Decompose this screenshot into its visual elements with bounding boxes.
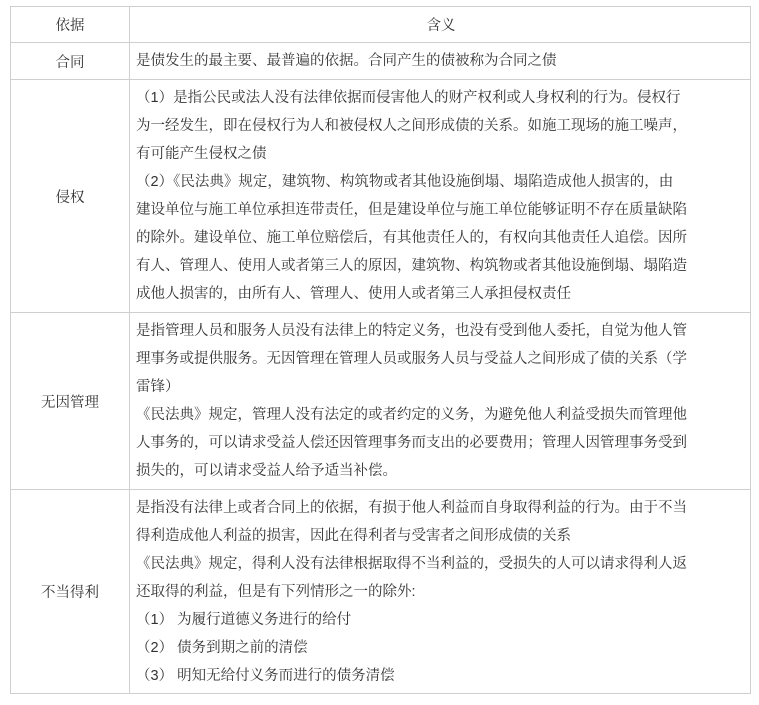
text-line: （1）是指公民或法人没有法律依据而侵害他人的财产权利或人身权利的行为。侵权行 <box>136 90 681 106</box>
text-line: 的除外。建设单位、施工单位赔偿后，有其他责任人的，有权向其他责任人追偿。因所 <box>136 230 687 246</box>
basis-cell: 无因管理 <box>11 313 130 490</box>
meaning-cell <box>130 80 751 313</box>
text-line: 建设单位与施工单位承担连带责任，但是建设单位与施工单位能够证明不存在质量缺陷 <box>136 202 687 218</box>
text-line: 《民法典》规定，管理人没有法定的或者约定的义务，为避免他人利益受损失而管理他 <box>136 407 687 423</box>
basis-cell: 合同 <box>11 43 130 80</box>
text-line: 是债发生的最主要、最普遍的依据。合同产生的债被称为合同之债 <box>136 53 557 69</box>
meaning-cell <box>130 43 751 80</box>
text-line: （3） 明知无给付义务而进行的债务清偿 <box>136 667 395 684</box>
text-line: 理事务或提供服务。无因管理在管理人员或服务人员与受益人之间形成了债的关系（学 <box>136 351 687 367</box>
header-basis: 依据 <box>11 7 130 43</box>
basis-cell: 侵权 <box>11 80 130 313</box>
text-line: 成他人损害的，由所有人、管理人、使用人或者第三人承担侵权责任 <box>136 286 571 302</box>
text-line: 有可能产生侵权之债 <box>136 146 267 162</box>
text-line: 雷锋） <box>136 379 180 395</box>
meaning-cell <box>130 313 751 490</box>
text-line: 人事务的，可以请求受益人偿还因管理事务而支出的必要费用；管理人因管理事务受到 <box>136 435 687 451</box>
text-line: 《民法典》规定，得利人没有法律根据取得不当利益的，受损失的人可以请求得利人返 <box>136 555 687 572</box>
text-line: 是指管理人员和服务人员没有法律上的特定义务，也没有受到他人委托，自觉为他人管 <box>136 323 687 339</box>
debt-basis-table <box>10 6 751 694</box>
table-row <box>11 43 751 80</box>
text-line: 得利造成他人利益的损害，因此在得利者与受害者之间形成债的关系 <box>136 527 571 544</box>
header-meaning: 含义 <box>130 7 751 43</box>
text-line: （1） 为履行道德义务进行的给付 <box>136 611 352 628</box>
table-row <box>11 80 751 313</box>
text-line: 损失的，可以请求受益人给予适当补偿。 <box>136 463 397 479</box>
basis-cell: 不当得利 <box>11 490 130 694</box>
text-line: 是指没有法律上或者合同上的依据，有损于他人利益而自身取得利益的行为。由于不当 <box>136 499 687 516</box>
text-line: 有人、管理人、使用人或者第三人的原因，建筑物、构筑物或者其他设施倒塌、塌陷造 <box>136 258 687 274</box>
table-header-row <box>11 7 751 43</box>
table-row <box>11 490 751 694</box>
text-line: （2） 债务到期之前的清偿 <box>136 639 308 656</box>
text-line: （2）《民法典》规定，建筑物、构筑物或者其他设施倒塌、塌陷造成他人损害的，由 <box>136 174 674 190</box>
text-line: 为一经发生，即在侵权行为人和被侵权人之间形成债的关系。如施工现场的施工噪声， <box>136 118 687 134</box>
text-line: 还取得的利益，但是有下列情形之一的除外: <box>136 583 416 600</box>
table-row <box>11 313 751 490</box>
meaning-cell <box>130 490 751 694</box>
